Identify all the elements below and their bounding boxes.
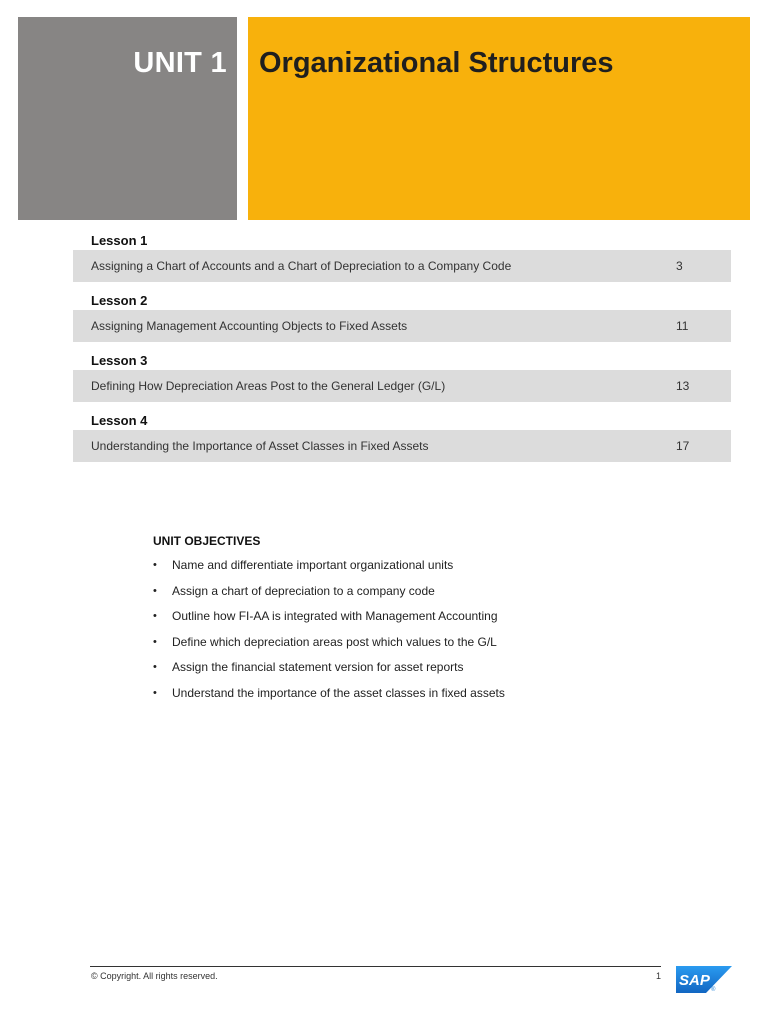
lesson-row[interactable] — [73, 430, 731, 462]
unit-title: Organizational Structures — [259, 47, 614, 79]
lesson-list — [73, 232, 731, 472]
lesson-row[interactable] — [73, 250, 731, 282]
lesson-title: Assigning Management Accounting Objects to Fixed Assets — [91, 319, 408, 333]
footer-divider — [90, 966, 661, 967]
svg-text:®: ® — [711, 987, 716, 993]
lesson-title: Assigning a Chart of Accounts and a Chart of Depreciation to a Company Code — [91, 259, 512, 273]
lesson-page-number: 11 — [676, 319, 689, 333]
svg-text:SAP: SAP — [679, 972, 710, 989]
lesson-row[interactable] — [73, 370, 731, 402]
lesson-title: Understanding the Importance of Asset Classes in Fixed Assets — [91, 439, 429, 453]
sap-logo — [676, 966, 732, 993]
lesson-page-number: 17 — [676, 439, 690, 453]
objective-item: • Define which depreciation areas post which values to the G/L — [153, 634, 673, 660]
objective-item: • Assign the financial statement version for asset reports — [153, 659, 673, 685]
lesson-1 — [73, 232, 731, 282]
page-number: 1 — [656, 971, 662, 981]
lesson-row[interactable] — [73, 310, 731, 342]
unit-number-panel — [18, 17, 237, 220]
lesson-2 — [73, 292, 731, 342]
objective-item: • Name and differentiate important organizational units — [153, 557, 673, 583]
lesson-3 — [73, 352, 731, 402]
lesson-4 — [73, 412, 731, 462]
lesson-page-number: 13 — [676, 379, 690, 393]
lesson-title: Defining How Depreciation Areas Post to the General Ledger (G/L) — [91, 379, 446, 393]
objectives-list — [153, 557, 673, 711]
lesson-heading: Lesson 2 — [91, 293, 148, 308]
unit-label: UNIT 1 — [133, 47, 227, 79]
objective-item: • Outline how FI-AA is integrated with Management Accounting — [153, 608, 673, 634]
unit-objectives — [153, 534, 673, 711]
objectives-heading: UNIT OBJECTIVES — [153, 534, 261, 548]
lesson-heading: Lesson 4 — [91, 413, 148, 428]
objective-item: • Understand the importance of the asset classes in fixed assets — [153, 685, 673, 711]
lesson-page-number: 3 — [676, 259, 683, 273]
unit-title-panel — [248, 17, 750, 220]
copyright-notice: © Copyright. All rights reserved. — [91, 971, 218, 981]
lesson-heading: Lesson 3 — [91, 353, 148, 368]
lesson-heading: Lesson 1 — [91, 233, 148, 248]
objective-item: • Assign a chart of depreciation to a company code — [153, 583, 673, 609]
